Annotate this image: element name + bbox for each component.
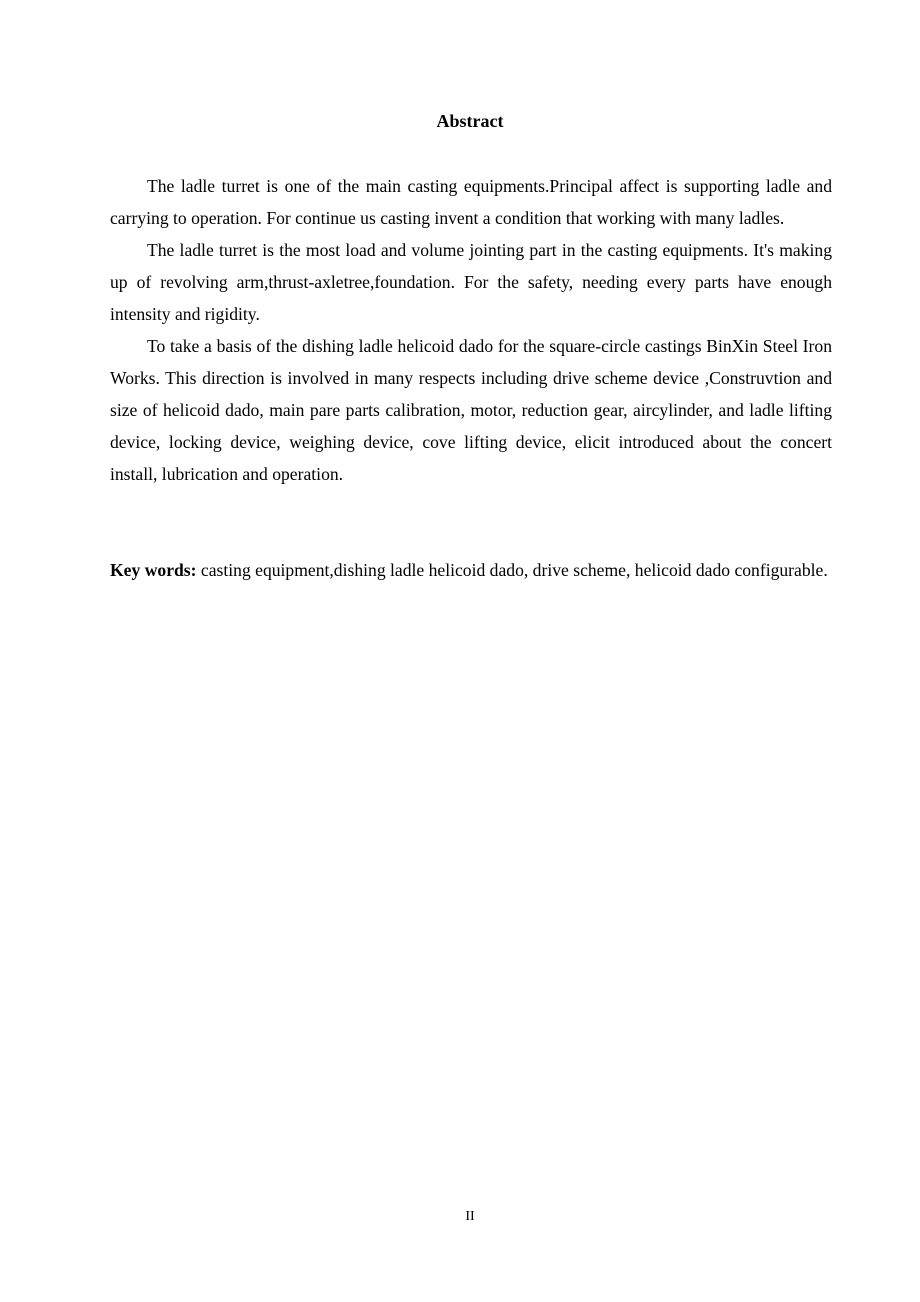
abstract-body [110, 170, 832, 490]
abstract-paragraph-2: The ladle turret is the most load and volume jointing part in the casting equipments. It's making up of revolving arm,thrust-axletree,foundation. For the safety, needing every parts have enough intensity and rigidity. [110, 240, 832, 324]
keywords-label: Key words: [110, 560, 197, 580]
abstract-title: Abstract [436, 111, 504, 131]
keywords-text: casting equipment,dishing ladle helicoid dado, drive scheme, helicoid dado configurable. [200, 560, 828, 580]
abstract-paragraph-3: To take a basis of the dishing ladle helicoid dado for the square-circle castings BinXin Steel Iron Works. This direction is involved in many respects including drive scheme device ,Construvtion and size of helicoid dado, main pare parts calibration, motor, reduction gear, aircylinder, and ladle lifting device, locking device, weighing device, cove lifting device, elicit introduced about the concert install, lubrication and operation. [110, 336, 832, 484]
abstract-paragraph-1: The ladle turret is one of the main casting equipments.Principal affect is supporting ladle and carrying to operation. For continue us casting invent a condition that working with many ladles. [110, 176, 832, 228]
page-number: II [465, 1209, 475, 1224]
keywords-line [110, 554, 832, 586]
